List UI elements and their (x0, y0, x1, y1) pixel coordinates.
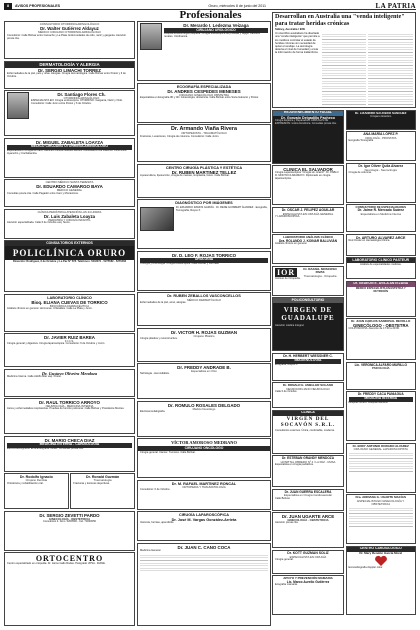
ad-details: Y LAPAROSCÓPICA. (275, 214, 301, 218)
ad-band: Dr. GEDEÓN E. ÁVILA ANTEZANA (347, 282, 416, 287)
ad-kicker: CENTRO MÉDICO SANTA TERESITA (45, 180, 94, 185)
scanner-image (140, 207, 174, 231)
ad-saucedo (346, 110, 417, 130)
section-name: AVISOS PROFESIONALES (15, 3, 61, 8)
ad-pair (4, 473, 135, 509)
body-text-lines (140, 553, 268, 573)
ad-victor-rojas (137, 328, 271, 362)
ad-name: Dr. JUAN UGARTE ARCE (281, 514, 335, 520)
ad-avila (346, 281, 417, 317)
ad-details: ESPECIALISTA EN: Cirugía endoscópica. OTORRINO: Garganta, Nariz y Oído. Consultorio: Calle Junín entre Potosí y 6 de Octubre. (31, 99, 123, 106)
ad-details: Cirugía plástica y reconstructiva. (140, 336, 178, 340)
ad-kicker: DIAGNÓSTICO POR IMÁGENES (175, 201, 233, 206)
ad-specialty: NEUMOLOGÍA - MEDICINA INTERNA (45, 404, 94, 409)
article-dateline: Sídney, Australia / EFE (275, 27, 306, 32)
ad-name: Dr. RAUL TORRICO ARROYO (39, 400, 100, 406)
ad-logo-text: IOR (277, 267, 296, 277)
ad-grandy (272, 455, 344, 487)
ad-name: Dr. ANDRES CESPEDES MENESES (167, 89, 241, 95)
ad-band: CENTRO CARDIOLÓGICO (347, 547, 416, 552)
ad-specialty: MÉDICO CIRUJANO OTORRINOLARINGÓLOGO (38, 30, 101, 35)
ad-name: Dr. Armando Viaña Rivera (171, 126, 237, 133)
ad-kicker: CONSULTORIO DE ESPECIALIDADES (355, 205, 406, 210)
ad-details: Enfermedades de la piel, acné, alergias. (140, 300, 187, 304)
ad-details: MÉDICO ESPECIALISTA EN ESTÉTICA Y NUTRICIÓN (355, 286, 406, 293)
ad-name: Dr. JAVIER RUIZ BAREA (44, 335, 95, 341)
ad-kicker: LABORATORIO CLÍNICO (47, 295, 92, 300)
ad-salvador (272, 165, 344, 205)
ad-name: Dr. Santiago Flores Ch. (57, 92, 106, 98)
ad-details: Consultorio 4. Dom. 5260500 - Cel. 71840050 (43, 519, 96, 523)
ad-trauma (70, 473, 135, 509)
ad-details: Red Ocular en Hematología Clínica. (348, 238, 391, 242)
ad-ruiz (4, 333, 135, 367)
ad-specialty: MÉDICO DERMATÓLOGO (187, 297, 221, 302)
ad-name: Dr. KOTT GUZMAN SOLIZ (287, 550, 329, 555)
section-title: Profesionales (179, 9, 242, 21)
ad-name: Dr. Gustavo Oliveira Mendoza (41, 370, 98, 376)
ad-name: Lic. VERONICA ALFARO MURILLO (354, 362, 407, 367)
ad-limachi (4, 61, 135, 89)
ad-details: Fracturas, Luxaciones, Cirugía de columna. Consultorio: Calle Junín. (140, 134, 220, 138)
ad-caca (346, 391, 417, 441)
ad-name: Dr. JUAN CARLOS SANDOVAL REVOLLO (351, 319, 411, 324)
ad-specialty: Especialista en riñón (191, 369, 217, 374)
ad-specialty: ORTOPEDIA Y TRAUMATOLOGÍA (182, 485, 226, 490)
ad-rosales (137, 401, 271, 437)
ad-specialty: Neurología - Neurocirugía (364, 167, 397, 172)
ad-specialty: NEUROCIRUJANO NEUROLOGO (286, 386, 330, 391)
ad-specialty: HOSPITAL OBRERO Nº 4 / LA PAZ - UMSA (280, 459, 336, 464)
ad-name: Dra. ADRIANA G. UGARTE MACÍAS (355, 495, 406, 500)
article-body-cont-2 (368, 32, 413, 108)
ad-details: COLPOSCOPÍA. Atención de 17:00 a 20:00. (348, 327, 400, 331)
ad-name: Dr. EDDY ANTONIO DORADO ALVAREZ (352, 443, 409, 448)
ad-specialty: MÉDICO GENERAL (56, 188, 83, 193)
ad-name: Dr. RAFAEL MOSCOSO RIVAS (303, 266, 337, 275)
ad-big-title: VIRGEN DE GUADALUPE (281, 306, 335, 323)
ad-name: Dr. H. HERBERT WIESSNER C. (283, 353, 333, 358)
ad-kicker: CIRUGÍA LAPAROSCÓPICA (179, 513, 229, 518)
ad-ior (272, 266, 344, 296)
ad-details: Análisis clínicos en general. Hormonas. Urianálisis. Calle La Plata y Junín. (7, 307, 93, 311)
ad-name: Dr. Mary Rendón García Morel (359, 550, 403, 555)
ad-specialty: Especialista en Cirugía Cardiovascular (283, 493, 333, 498)
ad-details: Centro especializado en ortopedia. Dr. Jaime Gallo Rodas. Postgrado UPSA - IDANE. (7, 562, 106, 566)
ad-details: Cirujano Estético (370, 114, 392, 119)
ad-details: Ecografía, Rayos X. (275, 362, 299, 366)
ad-details: Cirugía Estética y Reparadora. ARRUGAS DE EXPRESIÓN: toxina botulínica. Consultas previa cita. (275, 118, 337, 125)
ad-details: Lipoescultura, liposucción, cirugía de mamas, rinoplastía, botox. Calle Bolívar. (140, 174, 230, 178)
ad-name: Dr. Rodolfo Ignacio (19, 475, 53, 480)
ad-cardiologico (346, 546, 417, 615)
ad-details: Hospital Obrero. Hospital General. (348, 400, 389, 404)
ad-name: VÍCTOR AMOROSO MEDRANO (171, 440, 237, 445)
ad-details: Atención médica integral. (275, 324, 305, 328)
ad-details: Asma y enfermedades respiratorias. Pruebas de función pulmonar. Calle Bolívar y Presidente Montes. (7, 407, 125, 411)
ad-band: CIRUJANO ONCÓLOGO (138, 446, 270, 451)
ad-name: Dr. Ronald Guzmán (86, 475, 120, 480)
ad-specialty: Cirujano Dentista (25, 478, 48, 483)
ad-name: Dr. SERGIO LIMACHI TORREZ (38, 67, 101, 73)
ad-details: Dirección: Rodríguez, 6 de Octubre y La Paz Nº 578. Teléfonos: 5242071 - 5275582 - 5276466 (12, 260, 127, 264)
ad-details: Calle Bolívar. (275, 496, 291, 500)
ad-ameller (272, 382, 344, 408)
ad-name: Dra. ROLANDO J. KOINAR BALLIVIÁN (278, 238, 338, 243)
ad-big-title: POLICLÍNICA ORURO (12, 248, 127, 259)
article-body: Un científico australiano ha diseñado una "venda inteligente" que permite a los médicos controlar el estado de heridas crónicas sin necesidad de quitar el vendaje. La tecnología detecta el nivel de humedad y envía la información de forma inalámbrica. (275, 32, 320, 54)
ad-details: Ecografía Tomografía (348, 139, 374, 143)
ad-specialty: OTORRINOLARINGÓLOGO (63, 96, 100, 101)
doctor-photo (7, 92, 29, 119)
ad-cespedes (137, 83, 271, 123)
ad-name: Dr. José M. Vargas González-Arrieta (171, 517, 237, 522)
ad-details: Atención previa cita. (275, 521, 299, 525)
ad-checa (4, 436, 135, 472)
ad-policlinica (4, 240, 135, 292)
ad-imagenes (137, 199, 271, 249)
ad-specialty: Médico Neurólogo (192, 406, 216, 411)
ad-details: Consultas previa cita. Calle Pagador entre Caro y Montecinos. (7, 191, 79, 195)
ad-name: Dr. RONALD E. AMELLER SOLANO (282, 383, 334, 388)
ad-details: Ecografía mamaria. (275, 583, 298, 587)
ad-felipez (272, 207, 344, 233)
ad-details: Hospital Endourológico España. Cirugía endoscópica de próstata y vejiga. Cálculos renales. Urodinamia. (164, 32, 260, 39)
ad-details: Electroencefalografía. (140, 409, 166, 413)
ad-name: Dr. Jaime R. Mercado Suárez (357, 208, 404, 213)
news-article (272, 12, 416, 108)
doctor-photo (140, 23, 162, 50)
ad-name: Dr. RUBEN MARTINEZ TELLEZ (171, 170, 237, 176)
ad-specialty: ESPECIALISTA EN CIRUGÍA GENERAL (282, 211, 334, 216)
ad-sandoval (346, 318, 417, 360)
ad-details: Análisis clínicos en general. (275, 242, 308, 246)
ad-details: Instituto de Ortopedia. (275, 276, 301, 280)
ad-details: Consultorio: 6 de Octubre. (140, 488, 171, 492)
ad-specialty: F.I.C.S. (64, 339, 75, 344)
ad-gutierrez (4, 21, 135, 59)
ad-band: UROLOGÍA (140, 258, 268, 263)
ad-details: Análisis de especialidades médicas. (359, 263, 402, 267)
ad-name: Dr. VICTOR H. ROJAS GUZMAN (170, 329, 238, 335)
ad-specialty: Cirujano Plástico (193, 333, 215, 338)
ad-laparoscopica (137, 511, 271, 541)
ad-viana (137, 124, 271, 162)
ad-details: Dr. EDUARDO RAMOS GARCÍA · Dr. RENE GUISBERT ÁLVAREZ · Ecografía, Tomografía, Rayos X. (176, 205, 268, 212)
ad-socavon (272, 410, 344, 454)
ad-details: Calle 6 de Octubre. (275, 389, 298, 393)
ad-kicker: ECOGRAFÍA ESPECIALIZADA (176, 84, 232, 89)
ad-ana-lopez (346, 131, 417, 161)
ad-adriana-ugarte (346, 494, 417, 544)
ad-koinar (272, 234, 344, 264)
ad-oliveira (4, 369, 135, 397)
ad-specialty: BIOQUÍMICA FARMACÉUTICA (49, 304, 90, 309)
ad-specialty: CIRUJANO GENERAL LAPAROSCOPISTA (353, 447, 408, 452)
ad-details: Cirugía general. Cáncer. Tumores. Calle Bolívar. (140, 451, 196, 455)
ad-details: Consultorios externos. Única, confortable, moderna. (275, 428, 335, 432)
ad-details: Ecocardiografía doppler color. (348, 566, 383, 570)
ad-name: Lic. Marco Aurelio Gutiérrez (286, 579, 330, 584)
ad-andrade (137, 363, 271, 399)
ad-specialty: Especialista en Medicina Interna (360, 212, 401, 217)
ad-camargo (4, 179, 135, 207)
ad-guerra (272, 489, 344, 511)
ad-zabaleta (4, 138, 135, 178)
ad-pediatria (4, 209, 135, 239)
ad-name: Dr. Walter Gutiérrez Aldayuz (40, 26, 99, 32)
ad-rojas-urologia (137, 251, 271, 291)
ad-name: Dr. ROMULO ROSALES DELGADO (167, 402, 241, 408)
ad-details: Especialista en Ecografía 3D y 4D. Ginecología, obstetricia. Calle Bolívar entre Soria Galvarro y Potosí. (140, 96, 259, 100)
ad-details: Urología y Andrología. Cirugía endoscópica. Calle Bolívar y La Plata. (140, 261, 220, 265)
ad-specialty: PEDIATRÍA Y CIRUGÍA INFANTIL (48, 217, 91, 222)
ad-dorado (346, 443, 417, 493)
ad-specialty: UROLOGÍA - PROSTATA (364, 136, 397, 141)
ads-main (272, 110, 344, 615)
ad-delgadillo (272, 110, 344, 164)
ad-laboratorio (4, 294, 135, 332)
ad-name: Dr. JUAN GUERRA ESCALERA (284, 489, 332, 494)
ad-specialty: ESPECIALISTA EN CIRUGÍA (289, 554, 327, 559)
ad-specialty: ORTOPEDISTA - TRAUMATÓLOGO (181, 131, 227, 136)
ad-mercado (346, 204, 417, 232)
ad-details: Cirugía de columna. (348, 170, 372, 174)
newspaper-brand: LA PATRIA (375, 2, 416, 10)
ad-band: LABORATORIO CLÍNICO PASTEUR (347, 258, 416, 263)
ad-big-title: ORTOCENTRO (35, 554, 104, 564)
ad-specialty: CIRUJANO GINECÓLOGO OBSTETRA (178, 93, 230, 98)
column-right (272, 12, 416, 617)
ad-ortocentro (4, 552, 135, 626)
ad-details: Nefrología - Hemodiálisis. (140, 372, 170, 376)
ad-specialty: GINECÓLOGO - OBSTETRA (352, 322, 409, 328)
ad-wiessner (272, 353, 344, 381)
ad-band: IMAGENOLOGÍA (275, 359, 341, 364)
ad-band: MÉDICO CIRUJANO OTORRINOLARINGÓLOGO (7, 145, 132, 150)
ad-name: Dr. MARIO CHECA DIAZ (44, 437, 95, 443)
ad-details: Ortodoncia y rehabilitación oral. (7, 481, 44, 485)
ad-details: Fracturas y lesiones deportivas. (73, 481, 110, 485)
column-left (4, 21, 135, 626)
ad-name: Dr. LIZANDRO SAUCEDO SANCHEZ (354, 110, 407, 115)
ad-big-title: VIRGEN DEL SOCAVÓN S.R.L. (280, 415, 336, 428)
ad-body-lines (349, 506, 414, 528)
ad-name: Dr. FREDDY CACA PANIAGUA (357, 392, 404, 397)
ad-details: Vesícula, hernias, apendicitis. (140, 520, 175, 524)
ad-body-lines (349, 451, 414, 473)
ad-name: Dr. OSCAR J. FELIPEZ AGUILAR (281, 207, 335, 212)
lower-grid (272, 110, 416, 615)
ad-ledezma (137, 21, 271, 81)
ad-details: Consultorio: Calle Bolívar entre Camacho y La Plata. Enfermedades de oído, nariz y garganta. Atención previa cita. (7, 33, 127, 40)
ad-band: CLÍNICA (273, 411, 343, 416)
ad-guadalupe (272, 297, 344, 351)
ads-side (346, 110, 417, 615)
ad-band: MEDICINA INTERNA (349, 397, 414, 402)
ad-name: Dr. Luis Zabaleta Loayza (43, 213, 96, 219)
ad-cano (137, 543, 271, 627)
ad-dentista (4, 473, 69, 509)
ad-specialty: Traumatología - Ortopedia (303, 273, 337, 278)
ad-name: Dr. M. RAFAEL MARTINEZ RONCAL (171, 481, 237, 486)
ad-details: Enfermedades de la piel, pelo y uñas. Alergias. Cirugía dermatológica. Calle Bolívar entre Potosí y 6 de Octubre. (7, 71, 126, 78)
ad-name: Dr. FREDDY ANDRADE B. (177, 365, 231, 371)
ad-prevencion (272, 575, 344, 615)
ad-kicker: CLÍNICA PEDIÁTRICA ATENCIÓN LAS 24 HORAS (37, 209, 102, 214)
column-middle (137, 21, 271, 626)
ad-band: POLICONSULTORIO (273, 298, 343, 303)
ad-quila (346, 163, 417, 203)
ad-martinez (137, 164, 271, 198)
ad-amoroso (137, 438, 271, 478)
ad-zeballos (137, 292, 271, 326)
ad-specialty: GINECOLOGÍA - OBSTETRICIA (48, 516, 91, 521)
ad-specialty: PSICOLOGÍA (371, 366, 390, 371)
ad-band: DERMATOLOGÍA Y ALERGIA (5, 62, 134, 68)
ad-name: Bioq. ELIANA CUEVAS DE TORRICO (31, 300, 108, 306)
ad-ugarte (272, 512, 344, 548)
ad-name: ANA MARÍA LÓPEZ P. (363, 132, 399, 137)
ad-rafael-martinez (137, 480, 271, 510)
ad-details: Cirugía Laparoscópica "Cirugía sin cicatriz". Dr. PABLO R. MONTOYA ARAMAYO. Diplomado en cirugía laparoscópica. (275, 171, 339, 181)
ad-name: Dr. MIGUEL ZABALETA LOAYZA (35, 139, 104, 145)
ad-name: Dr. D. LEO F. ROJAS TORRICO (171, 252, 237, 258)
ad-specialty: Traumatología (93, 478, 112, 483)
ad-band: REJUVENECIMIENTO FACIAL (273, 111, 343, 116)
ad-zevetti (4, 511, 135, 551)
ad-details: Cirugía general. (275, 557, 294, 561)
ad-details: Medicina Interna. Calle Adolfo Mier esq. Potosí. (7, 374, 62, 378)
ad-specialty: GINECOLOGÍA - OBSTETRICIA (287, 518, 329, 523)
ad-kott (272, 550, 344, 574)
ad-name: Dr. ARTURO ALVAREZ ARCE (356, 235, 406, 240)
ad-band: CONSULTORIOS EXTERNOS (5, 241, 134, 246)
ad-name: Dr. RUBEN ZEBALLOS VASCONCELLOS (167, 294, 241, 299)
ad-torrico (4, 398, 135, 434)
issue-date: Oruro, miércoles 8 de junio del 2011 (208, 3, 266, 8)
ad-name: Dr. Gonzalo Delgadillo Pacheco (281, 115, 335, 120)
ad-kicker: CONSULTORIO OTORRINOLARINGOLÓGICO (39, 22, 100, 27)
ad-band: CIRUJANO UROLÓGICO (164, 28, 268, 33)
ad-name: Dr. Igor Oliver Quila Alvarez (358, 163, 404, 168)
ad-band: MEDICINA INTERNA - CARDIOLOGÍA (7, 443, 132, 448)
ad-kicker: LABORATORIO ANÁLISIS CLÍNICO (283, 235, 333, 240)
ad-name: Dr. EDUARDO CAMARGO BAYA (36, 184, 103, 190)
article-headline: Desarrollan en Australia una "venda inteligente" para tratar heridas crónicas (275, 13, 405, 27)
ad-details: Medicina General. (140, 548, 162, 552)
ad-kicker: APOYO Y PREVENCIÓN MAMARIA (283, 576, 333, 581)
ad-name: Dr. ESTEBAN GRANDY MENDOZA (281, 456, 334, 461)
ad-flores (4, 90, 135, 136)
article-body-cont (322, 32, 367, 108)
ad-name: Dr. Merardo I. Ledezma Veizaga (183, 23, 249, 29)
ad-details: Cirugía general y digestiva. Cirugía laparoscópica. Consultorio: 6 de Octubre y Junín. (7, 342, 106, 346)
ad-details: Especialista en cirugía pediátrica. (275, 463, 314, 467)
ad-name: Dr. SERGIO ZEVETTI PARDO (39, 512, 100, 518)
ad-pasteur (346, 257, 417, 279)
ad-alfaro (346, 362, 417, 390)
ad-details: Atención especializada. Calle 6 de Octubre esq. Sucre. (7, 221, 71, 225)
ad-name: CLINICA EL SALVADOR (283, 167, 333, 173)
ad-details: Electrocardiograma. Ecocardiografía. Holter. Consultas previa cita. (7, 446, 84, 450)
ad-name: Dr. JUAN C. CANO COCA (177, 544, 231, 550)
ad-specialty: ESPECIALISTA EN GINECOLOGÍA Y OBSTETRICIA (357, 498, 405, 506)
ad-details: Especialista en cirugía de nariz. Atención Clínica Nuestra Señora. Consultas en La Plata No. 1250 entre Ayacucho y Cochabamba. (7, 148, 127, 155)
ad-kicker: CENTRO CIRUGÍA PLÁSTICA Y ESTÉTICA (165, 165, 243, 170)
page-number: 8 (4, 3, 12, 10)
ad-alvarez-arce (346, 234, 417, 256)
